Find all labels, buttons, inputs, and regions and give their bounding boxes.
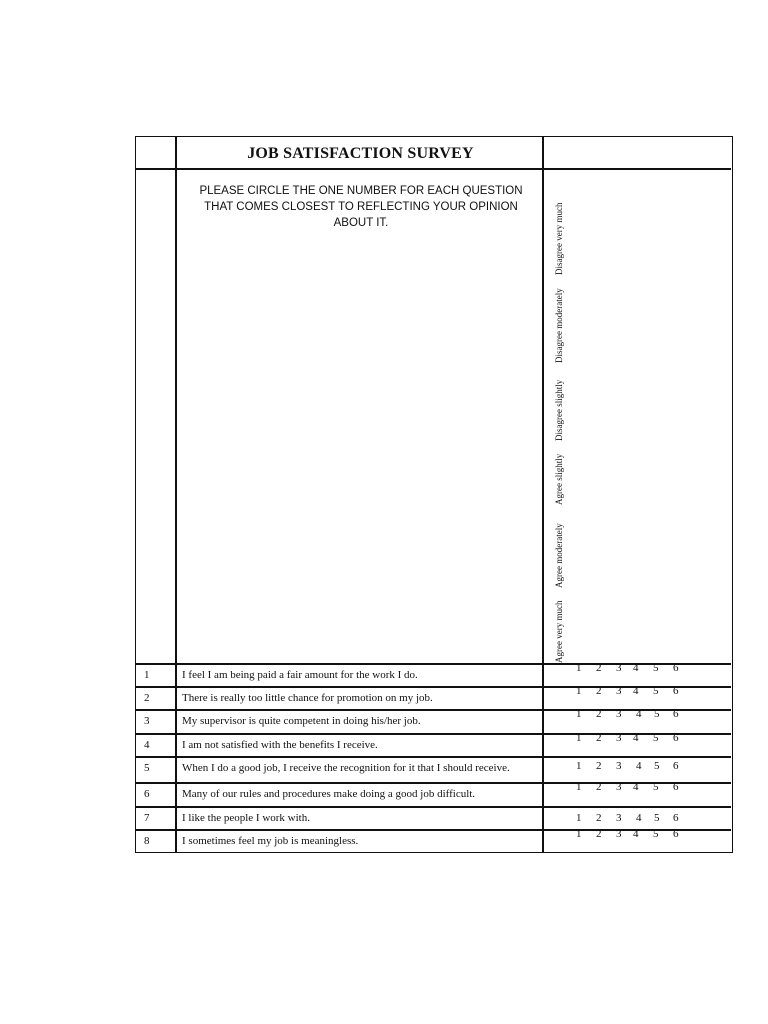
rating-option-1[interactable]: 1 [576, 708, 582, 720]
question-row [136, 830, 731, 853]
scale-label-agree-very-much: Agree very much [554, 600, 564, 663]
question-number: 7 [144, 812, 150, 824]
question-row [136, 664, 731, 687]
rating-option-1[interactable]: 1 [576, 812, 582, 824]
rating-scale-labels [554, 193, 576, 663]
rating-option-6[interactable]: 6 [673, 760, 679, 772]
question-text: I like the people I work with. [182, 812, 310, 824]
rating-option-2[interactable]: 2 [596, 760, 602, 772]
question-row [136, 710, 731, 733]
survey-title: JOB SATISFACTION SURVEY [247, 145, 474, 162]
rating-option-6[interactable]: 6 [673, 812, 679, 824]
rating-option-2[interactable]: 2 [596, 732, 602, 744]
scale-label-disagree-slightly: Disagree slightly [554, 379, 564, 441]
rating-option-5[interactable]: 5 [653, 781, 659, 793]
rating-options [576, 828, 686, 842]
rating-option-1[interactable]: 1 [576, 760, 582, 772]
rating-option-4[interactable]: 4 [633, 781, 639, 793]
rating-option-5[interactable]: 5 [654, 812, 660, 824]
rating-option-6[interactable]: 6 [673, 828, 679, 840]
rating-options [576, 662, 686, 676]
header-divider [136, 168, 731, 170]
rating-option-4[interactable]: 4 [636, 812, 642, 824]
job-satisfaction-survey-table [135, 136, 733, 853]
question-number: 4 [144, 739, 150, 751]
rating-option-6[interactable]: 6 [673, 685, 679, 697]
rating-option-1[interactable]: 1 [576, 828, 582, 840]
question-text: Many of our rules and procedures make doing a good job difficult. [182, 788, 476, 800]
rating-options [576, 812, 686, 826]
question-row [136, 783, 731, 806]
rating-option-3[interactable]: 3 [616, 812, 622, 824]
scale-label-agree-slightly: Agree slightly [554, 453, 564, 505]
scale-label-disagree-moderately: Disagree moderately [554, 288, 564, 363]
question-text: I am not satisfied with the benefits I receive. [182, 739, 378, 751]
rating-options [576, 781, 686, 795]
rating-option-5[interactable]: 5 [653, 662, 659, 674]
question-text: When I do a good job, I receive the recognition for it that I should receive. [182, 762, 510, 774]
survey-instructions: PLEASE CIRCLE THE ONE NUMBER FOR EACH QUESTION THAT COMES CLOSEST TO REFLECTING YOUR OPINION ABOUT IT. [199, 185, 523, 229]
question-text: I sometimes feel my job is meaningless. [182, 835, 359, 847]
scale-label-agree-moderately: Agree moderately [554, 523, 564, 588]
rating-option-4[interactable]: 4 [633, 732, 639, 744]
rating-option-3[interactable]: 3 [616, 708, 622, 720]
rating-options [576, 708, 686, 722]
question-number: 2 [144, 692, 150, 704]
rating-option-5[interactable]: 5 [654, 708, 660, 720]
rating-option-2[interactable]: 2 [596, 708, 602, 720]
question-row [136, 757, 731, 782]
rating-option-2[interactable]: 2 [596, 828, 602, 840]
rating-option-3[interactable]: 3 [616, 781, 622, 793]
rating-option-4[interactable]: 4 [636, 760, 642, 772]
question-number: 5 [144, 762, 150, 774]
rating-option-5[interactable]: 5 [653, 828, 659, 840]
rating-options [576, 760, 686, 774]
rating-option-1[interactable]: 1 [576, 781, 582, 793]
rating-option-3[interactable]: 3 [616, 685, 622, 697]
rating-option-6[interactable]: 6 [673, 732, 679, 744]
rating-option-5[interactable]: 5 [653, 732, 659, 744]
question-text: My supervisor is quite competent in doing his/her job. [182, 715, 421, 727]
rating-option-6[interactable]: 6 [673, 781, 679, 793]
rating-options [576, 732, 686, 746]
rating-option-5[interactable]: 5 [653, 685, 659, 697]
question-row [136, 807, 731, 830]
rating-option-2[interactable]: 2 [596, 685, 602, 697]
rating-option-6[interactable]: 6 [673, 708, 679, 720]
rating-option-2[interactable]: 2 [596, 781, 602, 793]
rating-option-4[interactable]: 4 [633, 685, 639, 697]
rating-option-6[interactable]: 6 [673, 662, 679, 674]
rating-option-4[interactable]: 4 [636, 708, 642, 720]
question-text: There is really too little chance for promotion on my job. [182, 692, 433, 704]
question-text: I feel I am being paid a fair amount for the work I do. [182, 669, 418, 681]
question-row [136, 687, 731, 710]
rating-option-2[interactable]: 2 [596, 662, 602, 674]
question-row [136, 734, 731, 757]
rating-option-3[interactable]: 3 [616, 732, 622, 744]
rating-option-3[interactable]: 3 [616, 662, 622, 674]
question-number: 1 [144, 669, 150, 681]
rating-option-3[interactable]: 3 [616, 760, 622, 772]
scale-label-disagree-very-much: Disagree very much [554, 202, 564, 275]
rating-option-4[interactable]: 4 [633, 828, 639, 840]
rating-option-5[interactable]: 5 [654, 760, 660, 772]
rating-option-1[interactable]: 1 [576, 662, 582, 674]
rating-option-1[interactable]: 1 [576, 685, 582, 697]
question-number: 3 [144, 715, 150, 727]
rating-option-3[interactable]: 3 [616, 828, 622, 840]
question-number: 8 [144, 835, 150, 847]
rating-option-2[interactable]: 2 [596, 812, 602, 824]
rating-option-4[interactable]: 4 [633, 662, 639, 674]
question-number: 6 [144, 788, 150, 800]
rating-options [576, 685, 686, 699]
rating-option-1[interactable]: 1 [576, 732, 582, 744]
